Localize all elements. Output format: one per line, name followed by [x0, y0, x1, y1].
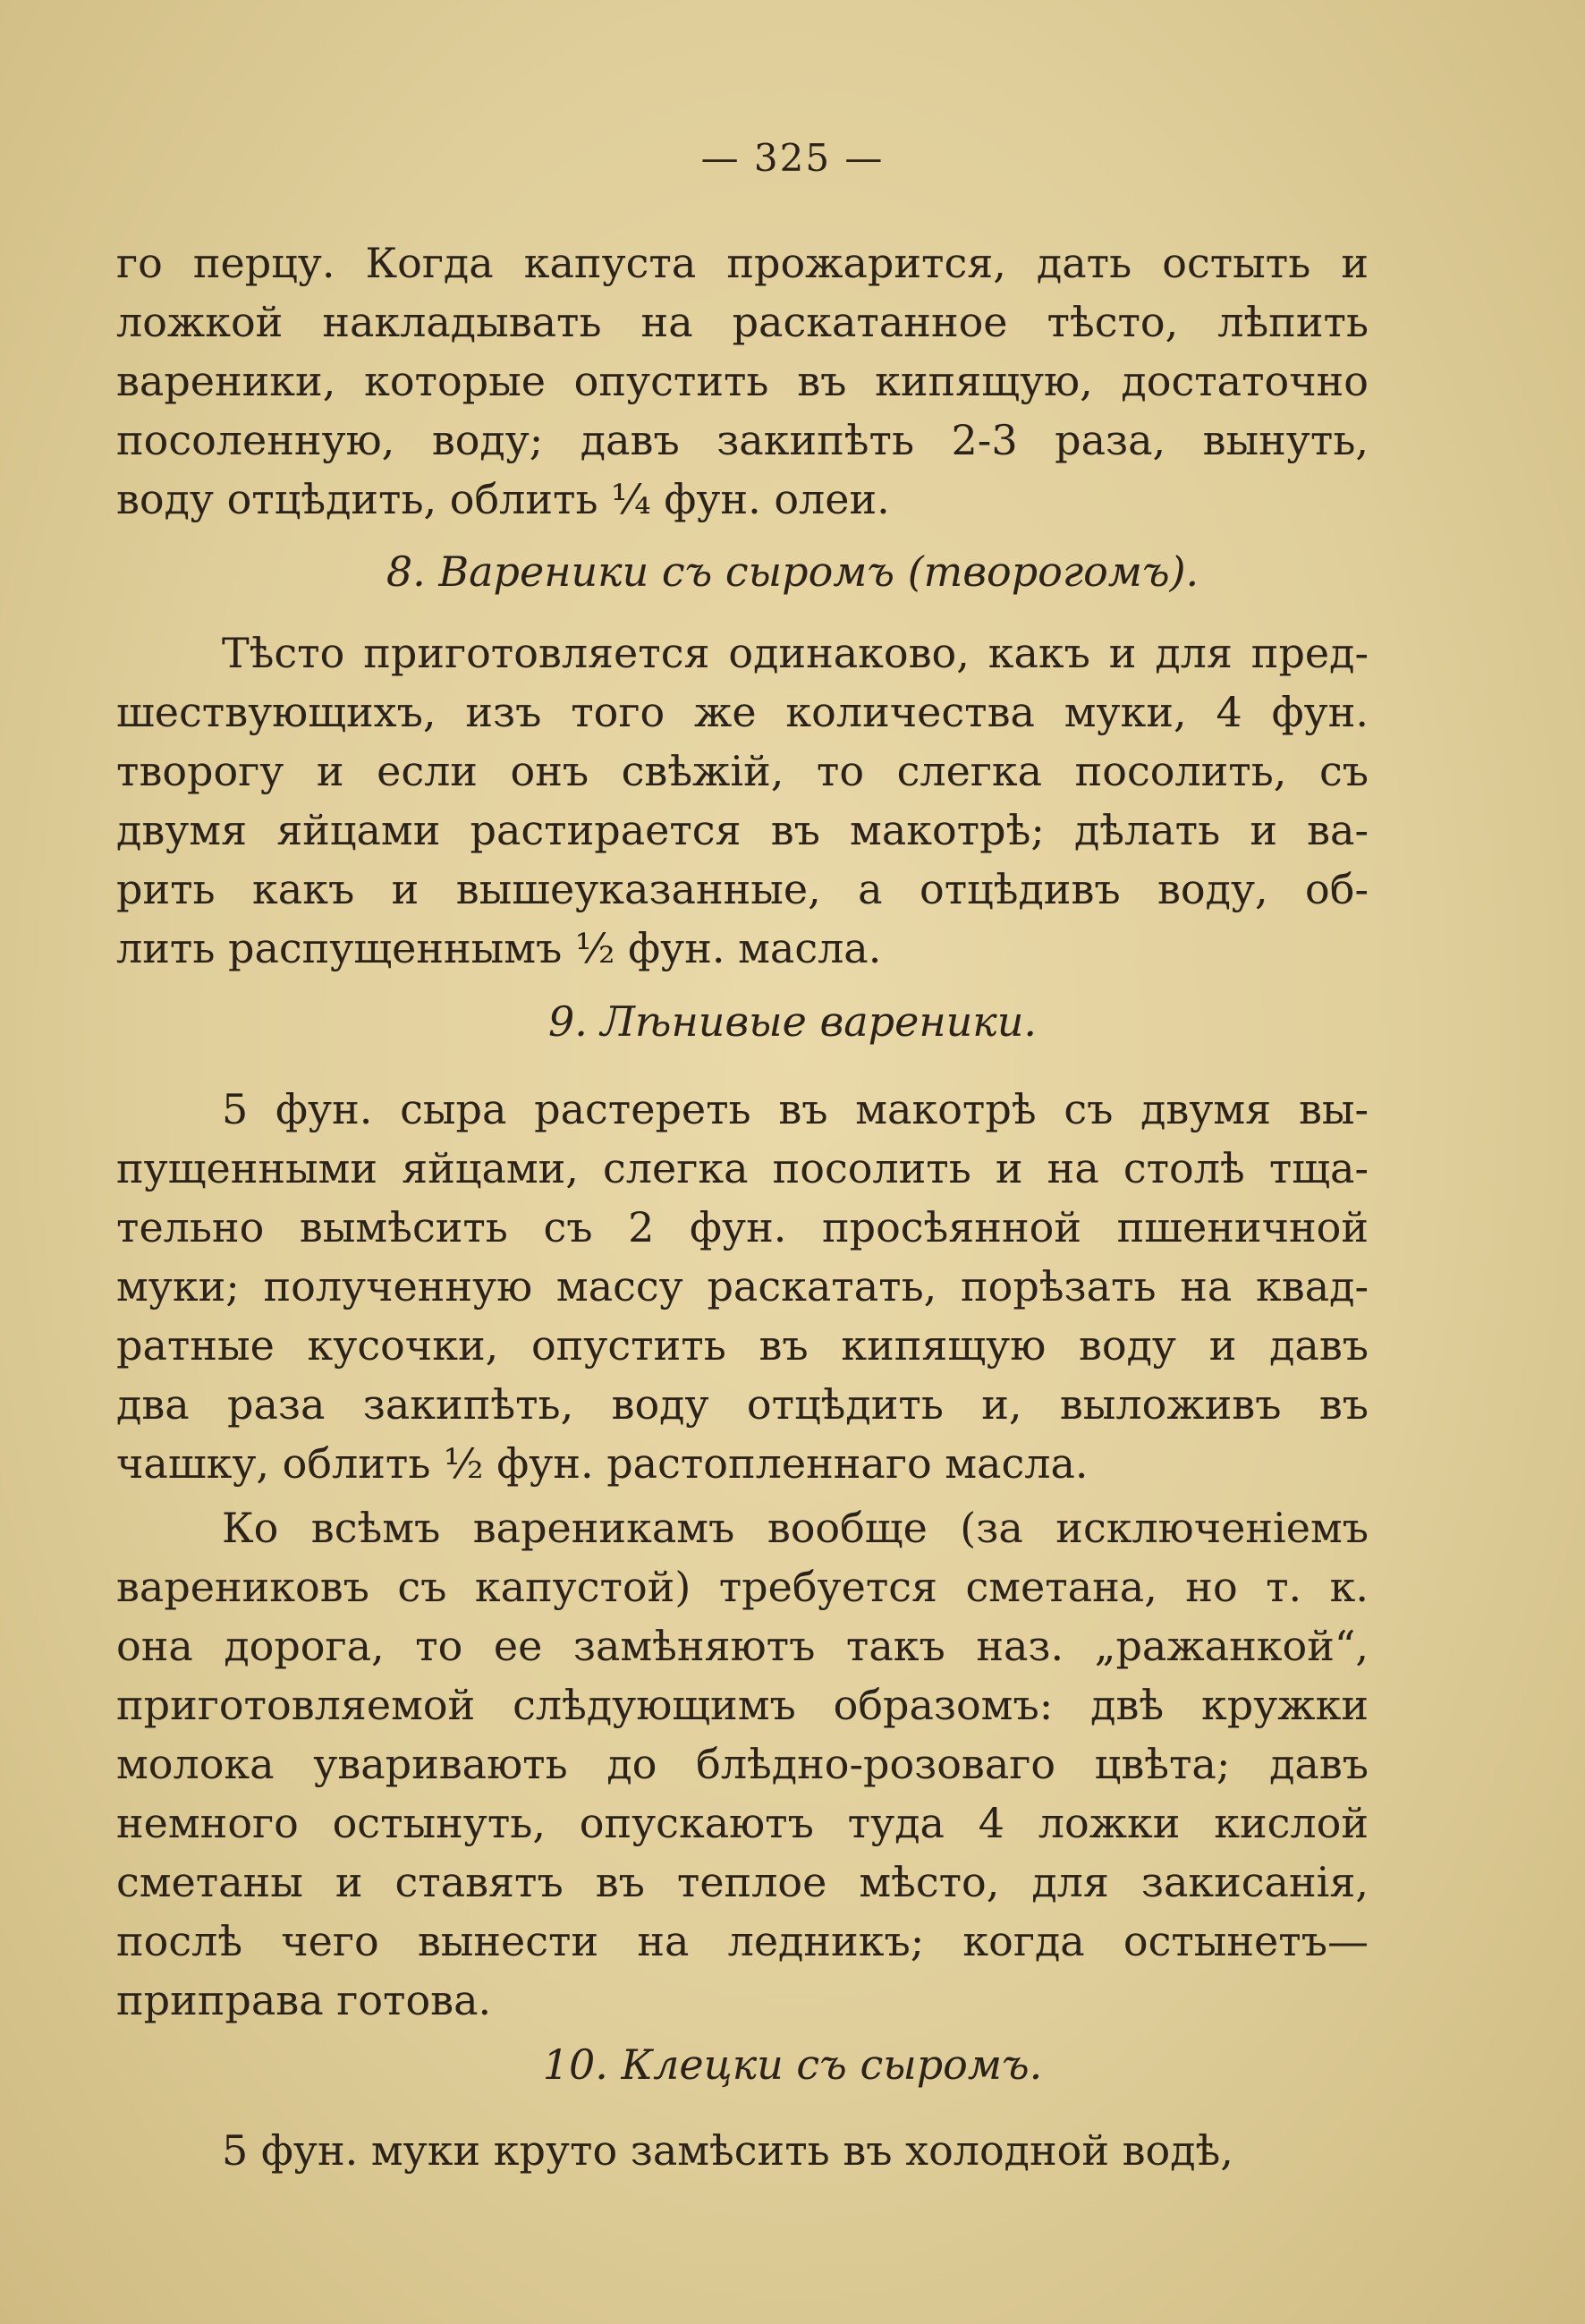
text-line: тельно вымѣсить съ 2 фун. просѣянной пшеничной [116, 1203, 1369, 1251]
section-heading-8: 8. Вареники съ сыромъ (творогомъ). [386, 547, 1199, 596]
text-line: творогу и если онъ свѣжій, то слегка посолить, съ [116, 747, 1369, 795]
text-line: Тѣсто приготовляется одинаково, какъ и для пред- [222, 629, 1369, 677]
text-line: муки; полученную массу раскатать, порѣзать на квад- [116, 1262, 1369, 1310]
text-line: варениковъ съ капустой) требуется сметана, но т. к. [116, 1563, 1369, 1611]
text-line: рить какъ и вышеуказанные, а отцѣдивъ воду, об- [116, 865, 1369, 913]
page-number: — 325 — [700, 136, 885, 180]
text-line: лить распущеннымъ ½ фун. масла. [116, 924, 882, 972]
text-line: двумя яйцами растирается въ макотрѣ; дѣлать и ва- [116, 806, 1369, 854]
text-line: послѣ чего вынести на ледникъ; когда остынетъ— [116, 1917, 1369, 1965]
text-line: посоленную, воду; давъ закипѣть 2-3 раза, вынуть, [116, 416, 1369, 464]
section-heading-9: 9. Лѣнивые вареники. [547, 997, 1037, 1046]
text-line: она дорога, то ее замѣняютъ такъ наз. „ражанкой“, [116, 1622, 1369, 1670]
text-line: чашку, облить ½ фун. растопленнаго масла. [116, 1439, 1089, 1488]
text-line: воду отцѣдить, облить ¼ фун. олеи. [116, 475, 890, 523]
text-line: Ко всѣмъ вареникамъ вообще (за исключеніемъ [222, 1504, 1369, 1552]
text-line: го перцу. Когда капуста прожарится, дать остыть и [116, 239, 1369, 287]
text-line: пущенными яйцами, слегка посолить и на столѣ тща- [116, 1144, 1369, 1192]
text-line: ратные кусочки, опустить въ кипящую воду и давъ [116, 1321, 1369, 1370]
text-line: ложкой накладывать на раскатанное тѣсто, лѣпить [116, 298, 1369, 346]
text-line: вареники, которые опустить въ кипящую, достаточно [116, 357, 1369, 405]
text-line: 5 фун. муки круто замѣсить въ холодной водѣ, [222, 2126, 1233, 2175]
text-line: 5 фун. сыра растереть въ макотрѣ съ двумя вы- [222, 1085, 1369, 1133]
text-line: два раза закипѣть, воду отцѣдить и, выложивъ въ [116, 1380, 1369, 1429]
section-heading-10: 10. Клецки съ сыромъ. [542, 2040, 1043, 2089]
text-line: молока уваривають до блѣдно-розоваго цвѣта; давъ [116, 1740, 1369, 1788]
text-line: шествующихъ, изъ того же количества муки, 4 фун. [116, 688, 1369, 736]
text-line: немного остынуть, опускаютъ туда 4 ложки кислой [116, 1799, 1369, 1847]
text-line: приправа готова. [116, 1976, 492, 2024]
text-line: сметаны и ставятъ въ теплое мѣсто, для закисанія, [116, 1858, 1369, 1906]
text-line: приготовляемой слѣдующимъ образомъ: двѣ кружки [116, 1681, 1369, 1729]
